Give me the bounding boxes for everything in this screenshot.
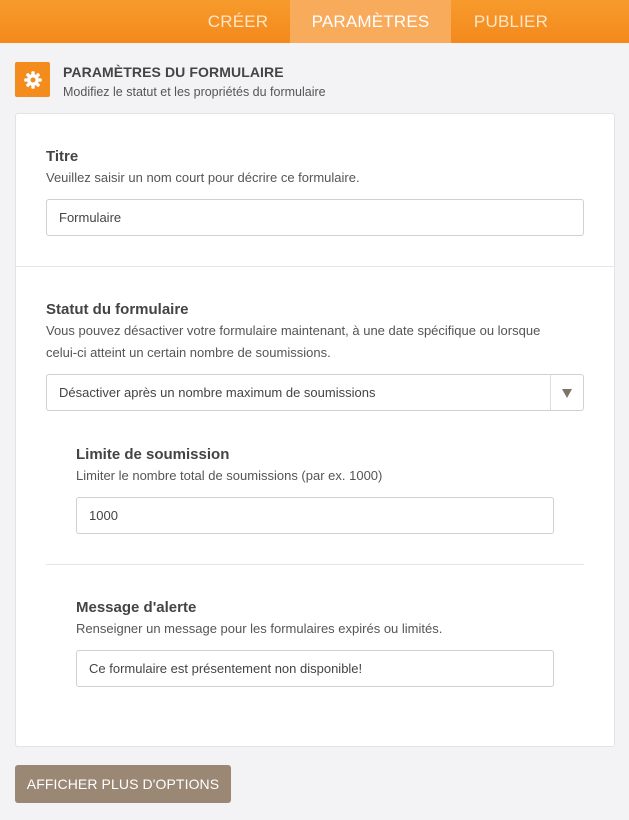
status-select-value: Désactiver après un nombre maximum de soumissions [59, 385, 376, 400]
alert-message-input[interactable] [76, 650, 554, 687]
chevron-down-icon[interactable] [562, 389, 572, 398]
status-select[interactable] [46, 374, 584, 411]
alert-description: Renseigner un message pour les formulaires expirés ou limités. [76, 621, 443, 636]
status-label: Statut du formulaire [46, 301, 189, 318]
tab-creer[interactable]: CRÉER [207, 12, 269, 31]
status-description-line1: Vous pouvez désactiver votre formulaire maintenant, à une date spécifique ou lorsque [46, 323, 541, 338]
section-divider [16, 266, 614, 267]
select-separator [550, 375, 551, 410]
title-input[interactable] [46, 199, 584, 236]
title-label: Titre [46, 148, 79, 165]
top-navigation [0, 0, 629, 43]
tab-publier[interactable]: PUBLIER [473, 12, 549, 31]
limit-input[interactable] [76, 497, 554, 534]
status-description-line2: celui-ci atteint un certain nombre de soumissions. [46, 345, 331, 360]
tab-parametres[interactable]: PARAMÈTRES [290, 0, 451, 43]
page-title: PARAMÈTRES DU FORMULAIRE [63, 64, 284, 80]
show-more-options-button[interactable]: AFFICHER PLUS D'OPTIONS [15, 765, 231, 803]
alert-label: Message d'alerte [76, 599, 197, 616]
settings-card [15, 113, 615, 747]
page-subtitle: Modifiez le statut et les propriétés du formulaire [63, 85, 326, 99]
subsection-divider [46, 564, 584, 565]
gear-icon [15, 62, 50, 97]
limit-label: Limite de soumission [76, 446, 230, 463]
title-description: Veuillez saisir un nom court pour décrire ce formulaire. [46, 170, 360, 185]
limit-description: Limiter le nombre total de soumissions (par ex. 1000) [76, 468, 383, 483]
page-header [15, 62, 615, 102]
